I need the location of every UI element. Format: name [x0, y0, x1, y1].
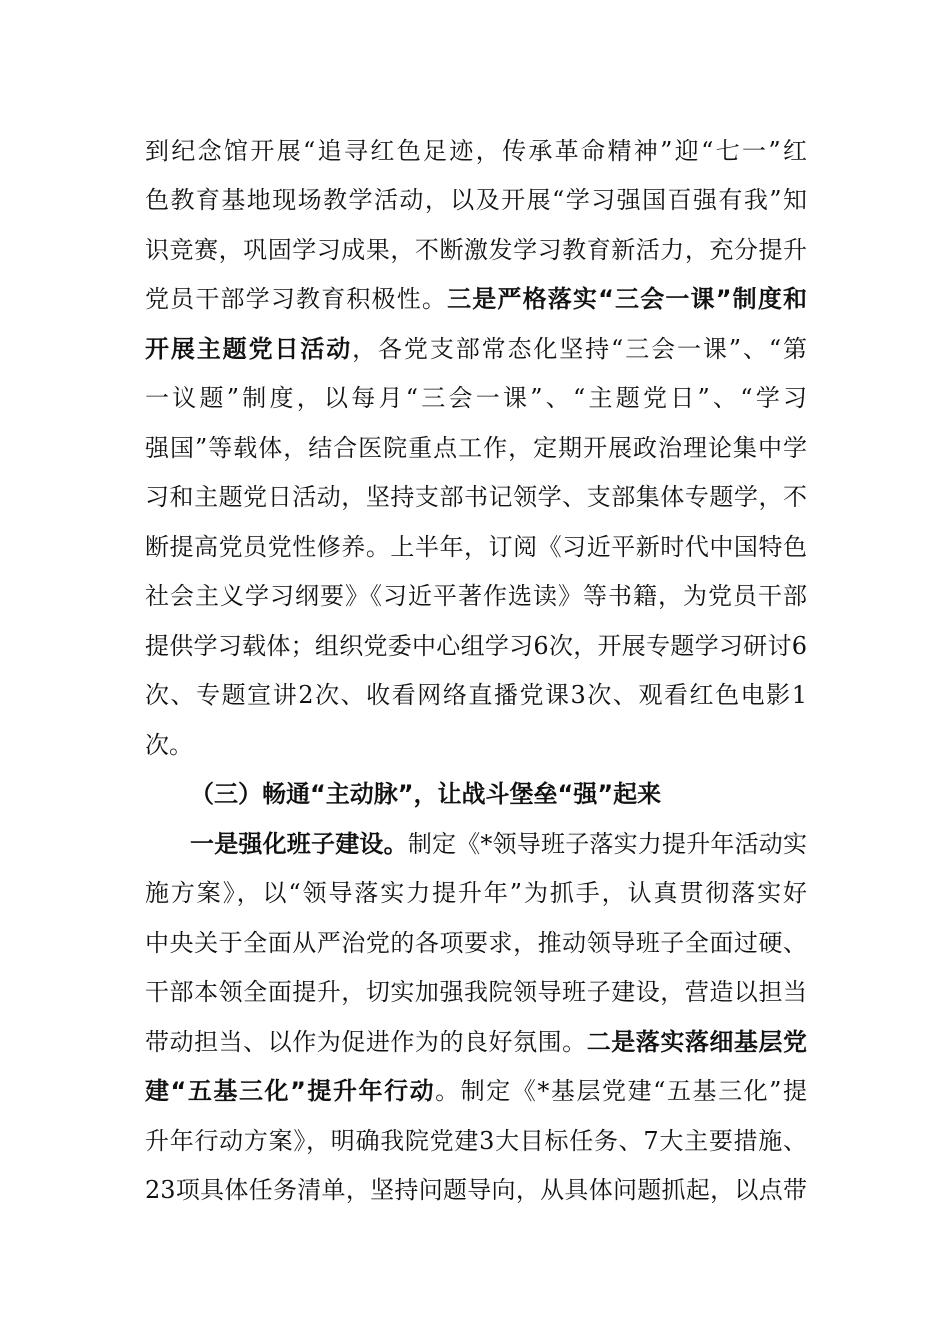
text-line: 色教育基地现场教学活动，以及开展“学习强国百强有我”知 — [145, 186, 807, 214]
text-line: 带动担当、以作为促进作为的良好氛围。二是落实落细基层党 — [145, 1028, 808, 1056]
text-line: 中央关于全面从严治党的各项要求，推动领导班子全面过硬、 — [145, 929, 807, 957]
bold-lead: 开展主题党日活动 — [145, 335, 353, 363]
text-line: 次。 — [145, 731, 193, 759]
text-line: 开展主题党日活动，各党支部常态化坚持“三会一课”、“第 — [145, 335, 808, 363]
bold-lead: 建“五基三化”提升年行动 — [145, 1077, 436, 1105]
text-line: 习和主题党日活动，坚持支部书记领学、支部集体专题学，不 — [145, 483, 807, 511]
text-line: 升年行动方案》，明确我院党建3大目标任务、7大主要措施、 — [145, 1127, 807, 1155]
text-line: 施方案》，以“领导落实力提升年”为抓手，认真贯彻落实好 — [145, 879, 807, 907]
text-line: 断提高党员党性修养。上半年，订阅《习近平新时代中国特色 — [145, 533, 807, 561]
text-line: 强国”等载体，结合医院重点工作，定期开展政治理论集中学 — [145, 434, 807, 462]
text-line: 次、专题宣讲2次、收看网络直播党课3次、观看红色电影1 — [145, 681, 807, 709]
text-line: 一是强化班子建设。制定《*领导班子落实力提升年活动实 — [190, 830, 808, 858]
text-line: 一议题”制度，以每月“三会一课”、“主题党日”、“学习 — [145, 384, 807, 412]
text-line: 23项具体任务清单，坚持问题导向，从具体问题抓起，以点带 — [145, 1176, 807, 1204]
text-line: 到纪念馆开展“追寻红色足迹，传承革命精神”迎“七一”红 — [145, 137, 807, 165]
section-heading: （三）畅通“主动脉”，让战斗堡垒“强”起来 — [190, 780, 662, 808]
text-line: 干部本领全面提升，切实加强我院领导班子建设，营造以担当 — [145, 978, 807, 1006]
text-line: 社会主义学习纲要》《习近平著作选读》等书籍，为党员干部 — [145, 582, 807, 610]
bold-lead: 二是落实落细基层党 — [586, 1028, 808, 1056]
text-line: 提供学习载体；组织党委中心组学习6次，开展专题学习研讨6 — [145, 632, 807, 660]
bold-lead: 一是强化班子建设。 — [190, 830, 408, 858]
bold-lead: 三是严格落实“三会一课”制度和 — [447, 285, 808, 313]
text-line: 建“五基三化”提升年行动。制定《*基层党建“五基三化”提 — [145, 1077, 807, 1105]
text-line: 识竞赛，巩固学习成果，不断激发学习教育新活力，充分提升 — [145, 236, 807, 264]
text-line: 党员干部学习教育积极性。三是严格落实“三会一课”制度和 — [145, 285, 808, 313]
